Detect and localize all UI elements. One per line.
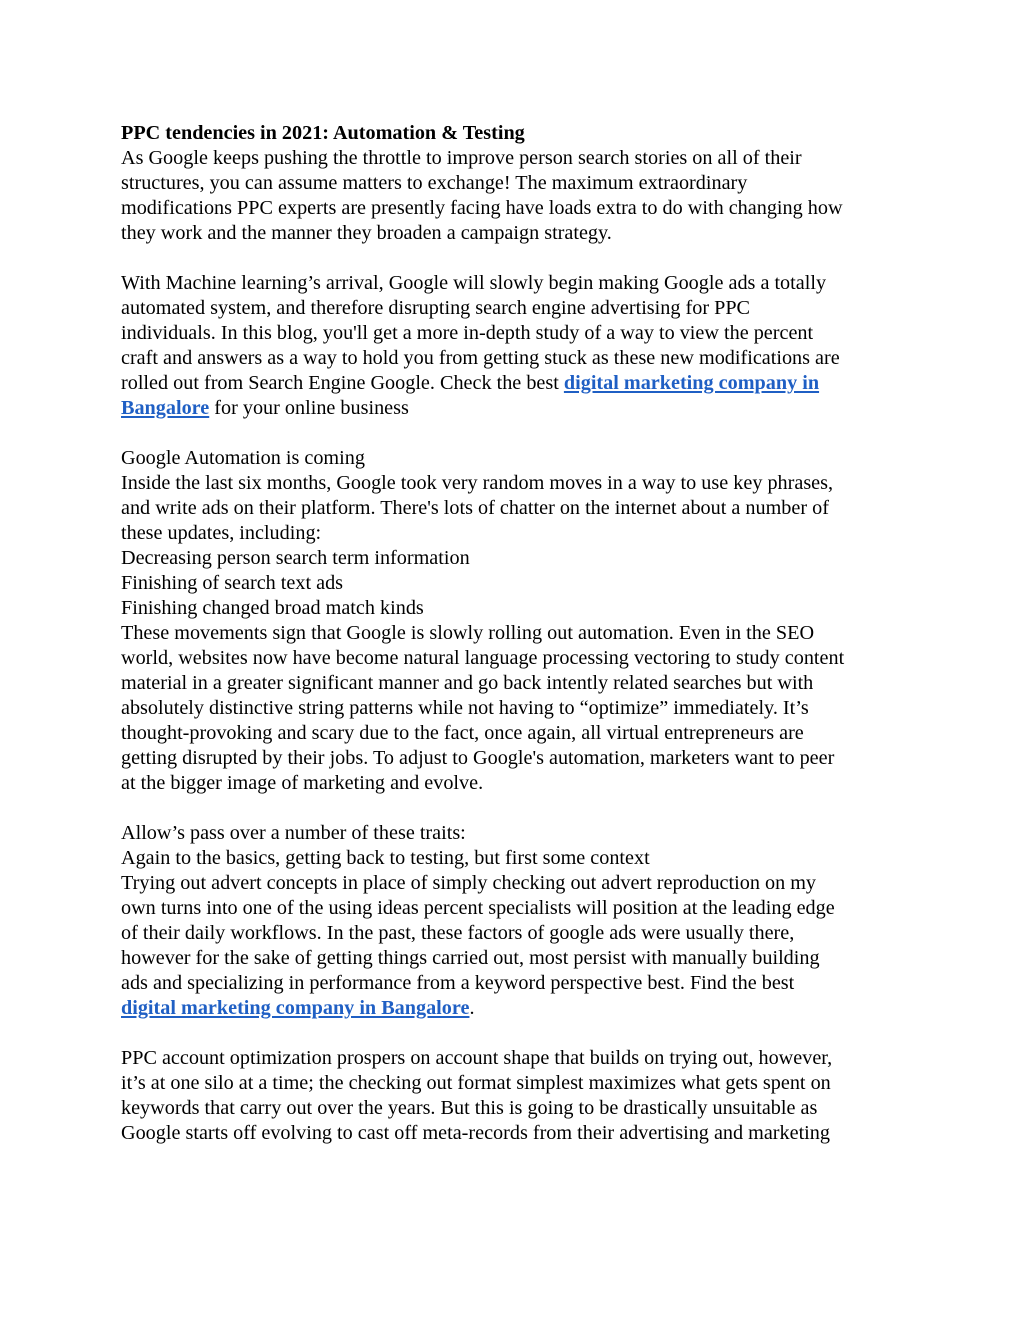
text-line: ads and specializing in performance from a keyword perspective best. Find the best (121, 972, 795, 994)
text-line: structures, you can assume matters to exchange! The maximum extraordinary (121, 172, 748, 194)
text-line: however for the sake of getting things carried out, most persist with manually building (121, 947, 820, 969)
text-line: Google starts off evolving to cast off meta-records from their advertising and marketing (121, 1122, 830, 1144)
text-line: world, websites now have become natural language processing vectoring to study content (121, 647, 845, 669)
digital-marketing-link-continued[interactable]: Bangalore (121, 397, 210, 419)
digital-marketing-link-2[interactable]: digital marketing company in Bangalore (121, 997, 470, 1019)
list-item: Finishing of search text ads (121, 572, 344, 594)
text-run: . (469, 997, 475, 1019)
text-line: Again to the basics, getting back to testing, but first some context (121, 847, 650, 869)
optimization-paragraph (121, 1046, 911, 1146)
text-line: at the bigger image of marketing and evolve. (121, 772, 484, 794)
document-title: PPC tendencies in 2021: Automation & Testing (121, 122, 525, 144)
text-run: rolled out from Search Engine Google. Check the best (121, 372, 564, 394)
text-line: getting disrupted by their jobs. To adjust to Google's automation, marketers want to peer (121, 747, 835, 769)
text-line (121, 371, 911, 396)
list-item: Finishing changed broad match kinds (121, 597, 424, 619)
intro-paragraph (121, 121, 911, 246)
text-line: absolutely distinctive string patterns while not having to “optimize” immediately. It’s (121, 697, 809, 719)
traits-paragraph (121, 821, 911, 1021)
automation-paragraph (121, 446, 911, 796)
text-line: With Machine learning’s arrival, Google will slowly begin making Google ads a totally (121, 272, 827, 294)
machine-learning-paragraph (121, 271, 911, 421)
text-line: they work and the manner they broaden a campaign strategy. (121, 222, 612, 244)
list-item: Decreasing person search term information (121, 547, 470, 569)
text-line: Allow’s pass over a number of these traits: (121, 822, 466, 844)
text-line: of their daily workflows. In the past, these factors of google ads were usually there, (121, 922, 795, 944)
section-heading: Google Automation is coming (121, 447, 365, 469)
text-line: craft and answers as a way to hold you from getting stuck as these new modifications are (121, 347, 840, 369)
text-line: Trying out advert concepts in place of simply checking out advert reproduction on my (121, 872, 816, 894)
text-line: thought-provoking and scary due to the fact, once again, all virtual entrepreneurs are (121, 722, 804, 744)
text-line: These movements sign that Google is slowly rolling out automation. Even in the SEO (121, 622, 815, 644)
digital-marketing-link[interactable]: digital marketing company in (563, 372, 820, 394)
document-page (121, 121, 911, 1171)
text-line: keywords that carry out over the years. But this is going to be drastically unsuitable as (121, 1097, 818, 1119)
text-line: own turns into one of the using ideas percent specialists will position at the leading edge (121, 897, 835, 919)
text-line: automated system, and therefore disrupting search engine advertising for PPC (121, 297, 751, 319)
text-line: material in a greater significant manner and go back intently related searches but with (121, 672, 814, 694)
text-run: for your online business (209, 397, 409, 419)
text-line: it’s at one silo at a time; the checking out format simplest maximizes what gets spent on (121, 1072, 831, 1094)
text-line: As Google keeps pushing the throttle to improve person search stories on all of their (121, 147, 802, 169)
text-line: modifications PPC experts are presently facing have loads extra to do with changing how (121, 197, 843, 219)
text-line: these updates, including: (121, 522, 322, 544)
text-line: individuals. In this blog, you'll get a more in-depth study of a way to view the percent (121, 322, 814, 344)
text-line (121, 396, 911, 421)
text-line: PPC account optimization prospers on account shape that builds on trying out, however, (121, 1047, 833, 1069)
text-line: and write ads on their platform. There's lots of chatter on the internet about a number of (121, 497, 829, 519)
text-line: Inside the last six months, Google took very random moves in a way to use key phrases, (121, 472, 834, 494)
text-line (121, 996, 911, 1021)
